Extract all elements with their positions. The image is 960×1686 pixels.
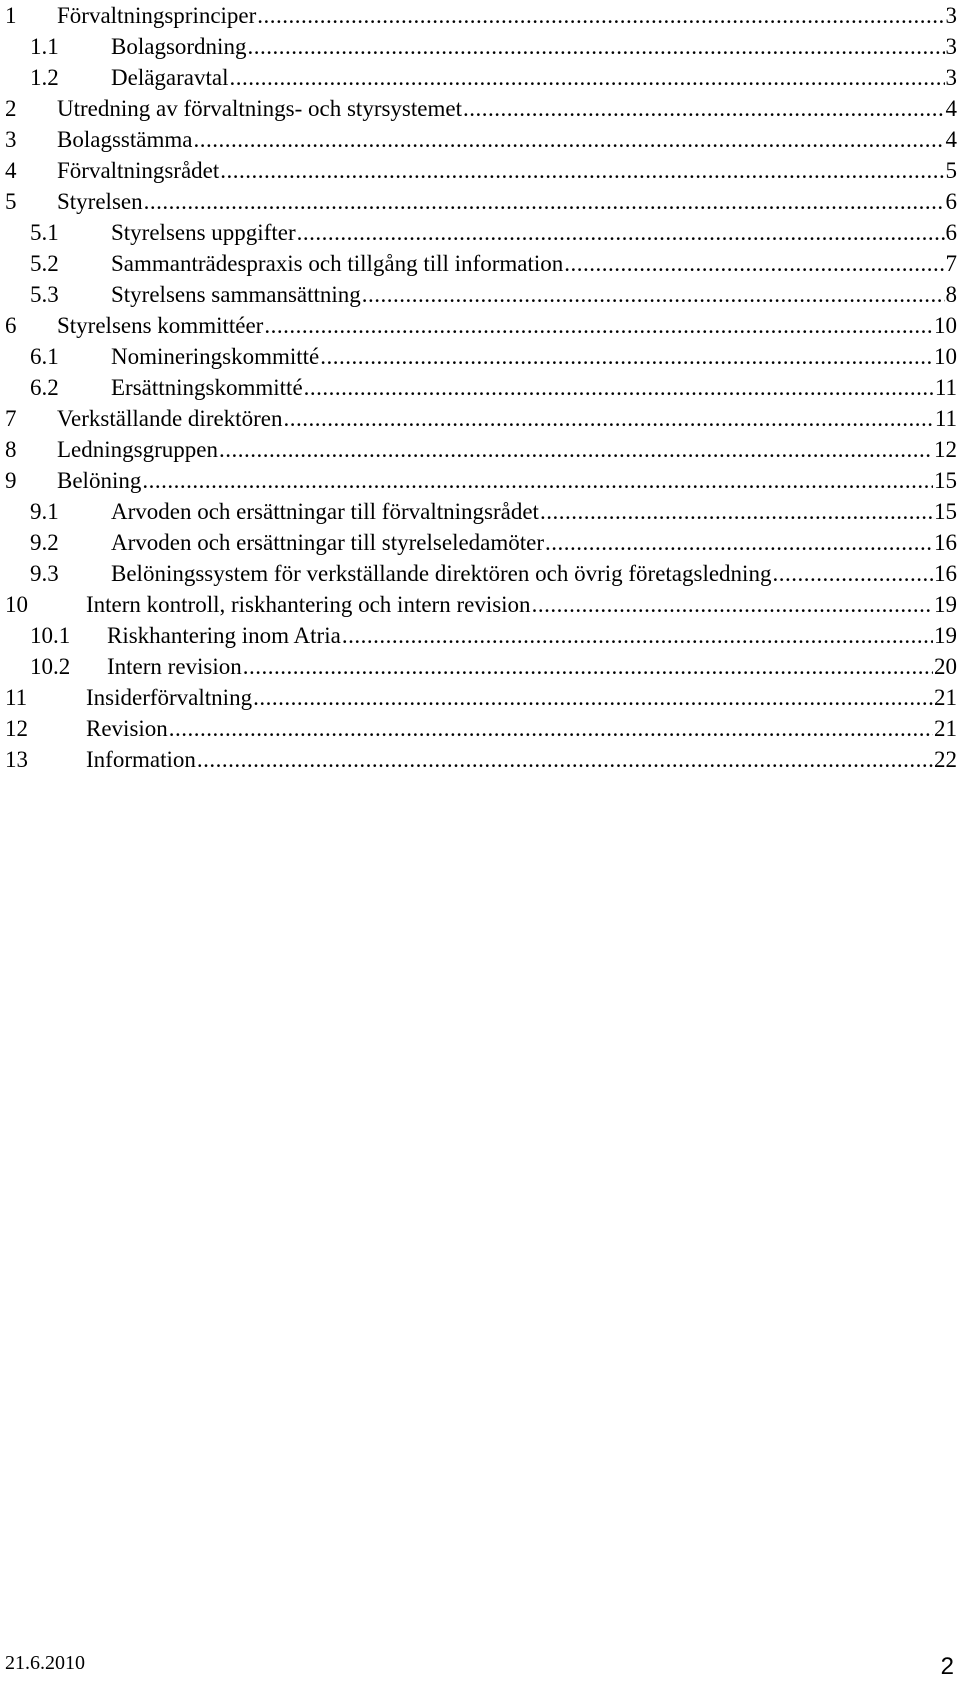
toc-entry-title: Belöning (57, 468, 142, 493)
toc-entry[interactable] (0, 713, 957, 744)
toc-entry[interactable] (0, 186, 957, 217)
toc-entry[interactable] (0, 682, 957, 713)
toc-entry-page: 15 (934, 468, 957, 493)
toc-entry-title: Revision (86, 716, 168, 741)
toc-entry[interactable] (0, 62, 957, 93)
toc-entry[interactable] (0, 496, 957, 527)
toc-entry-page: 11 (934, 406, 957, 431)
toc-leader-dots (243, 651, 933, 682)
toc-entry-page: 12 (934, 437, 957, 462)
toc-entry-page: 3 (945, 65, 957, 90)
toc-entry-number: 12 (5, 716, 28, 741)
toc-entry[interactable] (0, 341, 957, 372)
toc-entry-page: 5 (945, 158, 957, 183)
toc-entry[interactable] (0, 279, 957, 310)
toc-leader-dots (463, 93, 945, 124)
toc-entry-title: Verkställande direktören (57, 406, 283, 431)
toc-leader-dots (247, 31, 944, 62)
toc-entry-title: Sammanträdespraxis och tillgång till information (111, 251, 564, 276)
toc-entry-number: 5.1 (30, 220, 59, 245)
toc-entry-title: Information (86, 747, 196, 772)
toc-entry[interactable] (0, 403, 957, 434)
toc-entry-title: Riskhantering inom Atria (107, 623, 341, 648)
toc-entry-page: 19 (934, 592, 957, 617)
toc-entry-title: Arvoden och ersättningar till förvaltningsrådet (111, 499, 539, 524)
toc-entry-number: 4 (5, 158, 17, 183)
toc-entry[interactable] (0, 217, 957, 248)
toc-leader-dots (564, 248, 944, 279)
toc-entry[interactable] (0, 0, 957, 31)
toc-entry-title: Förvaltningsrådet (57, 158, 220, 183)
toc-entry-page: 6 (945, 189, 957, 214)
toc-entry-number: 5 (5, 189, 17, 214)
toc-entry-number: 5.2 (30, 251, 59, 276)
toc-entry-page: 19 (934, 623, 957, 648)
toc-entry-page: 7 (945, 251, 957, 276)
toc-entry-number: 1.2 (30, 65, 59, 90)
toc-entry-number: 1 (5, 3, 17, 28)
toc-entry-title: Styrelsens uppgifter (111, 220, 296, 245)
toc-entry-page: 11 (934, 375, 957, 400)
toc-leader-dots (772, 558, 933, 589)
toc-entry-number: 2 (5, 96, 17, 121)
footer-page-number: 2 (940, 1653, 954, 1680)
toc-entry-title: Styrelsens sammansättning (111, 282, 361, 307)
toc-entry-number: 7 (5, 406, 17, 431)
toc-entry-title: Insiderförvaltning (86, 685, 253, 710)
toc-entry[interactable] (0, 155, 957, 186)
toc-leader-dots (229, 62, 944, 93)
toc-entry-number: 11 (5, 685, 28, 710)
toc-entry-number: 3 (5, 127, 17, 152)
toc-leader-dots (297, 217, 945, 248)
toc-entry-page: 4 (945, 96, 957, 121)
toc-entry-page: 4 (945, 127, 957, 152)
toc-leader-dots (545, 527, 933, 558)
toc-entry-number: 1.1 (30, 34, 59, 59)
toc-entry-page: 21 (934, 685, 957, 710)
toc-entry-number: 6.1 (30, 344, 59, 369)
toc-entry[interactable] (0, 372, 957, 403)
toc-entry-page: 3 (945, 34, 957, 59)
toc-entry-title: Intern kontroll, riskhantering och intern revision (86, 592, 531, 617)
toc-entry-number: 13 (5, 747, 28, 772)
toc-entry-page: 20 (934, 654, 957, 679)
toc-entry-number: 9.2 (30, 530, 59, 555)
toc-entry-page: 21 (934, 716, 957, 741)
toc-entry-page: 16 (934, 561, 957, 586)
toc-entry-title: Förvaltningsprinciper (57, 3, 257, 28)
toc-entry[interactable] (0, 558, 957, 589)
toc-entry-number: 9.3 (30, 561, 59, 586)
toc-entry[interactable] (0, 465, 957, 496)
toc-entry[interactable] (0, 527, 957, 558)
toc-leader-dots (540, 496, 933, 527)
toc-entry-title: Nomineringskommitté (111, 344, 320, 369)
toc-entry-title: Ersättningskommitté (111, 375, 303, 400)
table-of-contents (0, 0, 957, 775)
toc-entry-number: 9.1 (30, 499, 59, 524)
toc-entry-number: 5.3 (30, 282, 59, 307)
toc-entry-number: 10.2 (30, 654, 71, 679)
toc-entry[interactable] (0, 589, 957, 620)
toc-entry-title: Utredning av förvaltnings- och styrsystemet (57, 96, 462, 121)
toc-leader-dots (342, 620, 933, 651)
toc-entry[interactable] (0, 620, 957, 651)
toc-entry-page: 10 (934, 313, 957, 338)
toc-leader-dots (193, 124, 944, 155)
toc-leader-dots (253, 682, 933, 713)
toc-entry-page: 8 (945, 282, 957, 307)
toc-entry-page: 15 (934, 499, 957, 524)
toc-entry-title: Styrelsens kommittéer (57, 313, 264, 338)
toc-leader-dots (142, 465, 933, 496)
toc-entry-title: Bolagsordning (111, 34, 247, 59)
toc-entry-title: Arvoden och ersättningar till styrelseledamöter (111, 530, 545, 555)
toc-entry[interactable] (0, 124, 957, 155)
toc-entry-number: 9 (5, 468, 17, 493)
toc-entry-title: Delägaravtal (111, 65, 229, 90)
toc-entry-page: 6 (945, 220, 957, 245)
toc-leader-dots (320, 341, 933, 372)
toc-leader-dots (532, 589, 933, 620)
toc-entry-title: Bolagsstämma (57, 127, 193, 152)
toc-entry[interactable] (0, 744, 957, 775)
toc-leader-dots (257, 0, 944, 31)
toc-entry[interactable] (0, 248, 957, 279)
toc-entry[interactable] (0, 93, 957, 124)
toc-entry-title: Ledningsgruppen (57, 437, 218, 462)
toc-leader-dots (197, 744, 933, 775)
toc-leader-dots (264, 310, 933, 341)
toc-entry-page: 10 (934, 344, 957, 369)
toc-leader-dots (304, 372, 934, 403)
footer-date: 21.6.2010 (5, 1652, 85, 1674)
toc-entry-page: 22 (934, 747, 957, 772)
toc-leader-dots (362, 279, 945, 310)
toc-entry-title: Belöningssystem för verkställande direktören och övrig företagsledning (111, 561, 772, 586)
toc-entry-page: 3 (945, 3, 957, 28)
toc-leader-dots (219, 434, 933, 465)
toc-entry-number: 6 (5, 313, 17, 338)
toc-entry-number: 6.2 (30, 375, 59, 400)
toc-entry[interactable] (0, 434, 957, 465)
toc-leader-dots (220, 155, 944, 186)
toc-entry-title: Styrelsen (57, 189, 143, 214)
toc-entry-title: Intern revision (107, 654, 242, 679)
toc-entry-page: 16 (934, 530, 957, 555)
toc-leader-dots (144, 186, 945, 217)
toc-leader-dots (169, 713, 933, 744)
toc-entry[interactable] (0, 651, 957, 682)
toc-entry[interactable] (0, 31, 957, 62)
toc-entry-number: 10 (5, 592, 28, 617)
toc-entry-number: 8 (5, 437, 17, 462)
toc-entry-number: 10.1 (30, 623, 71, 648)
toc-entry[interactable] (0, 310, 957, 341)
toc-leader-dots (283, 403, 933, 434)
